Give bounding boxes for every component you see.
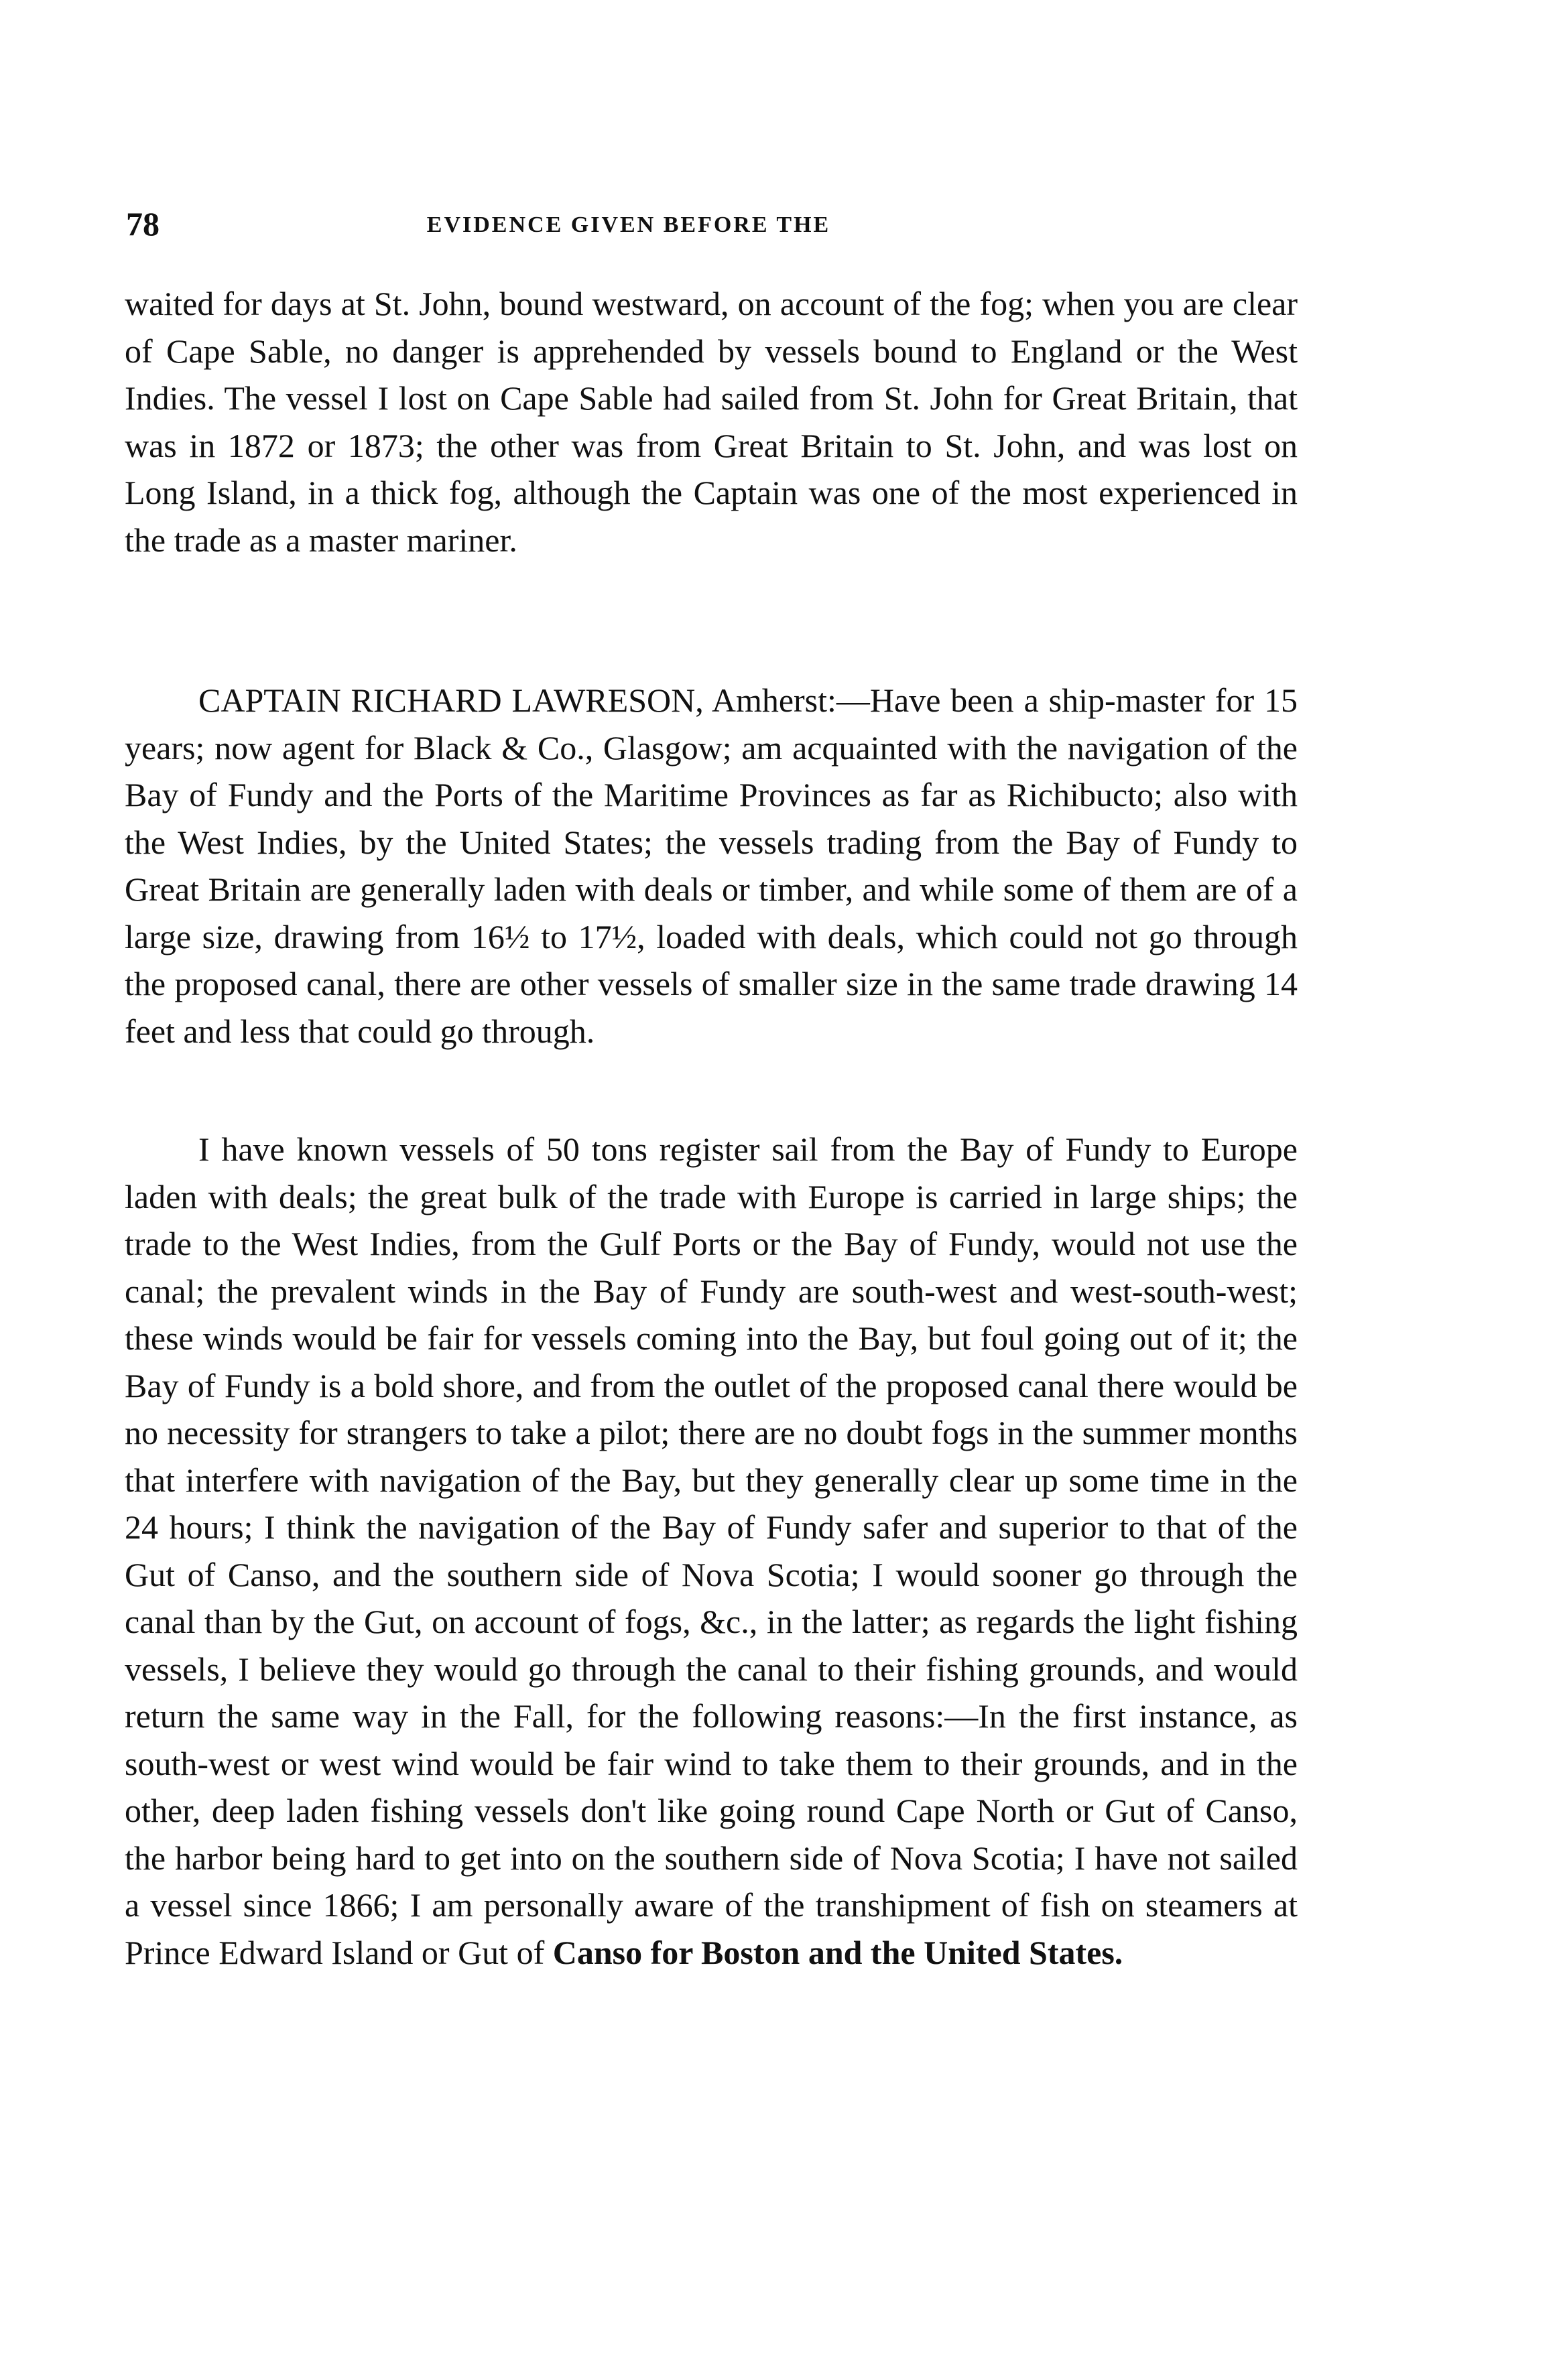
running-head: EVIDENCE GIVEN BEFORE THE xyxy=(426,212,831,237)
paragraph-3 xyxy=(125,1126,1298,1976)
paragraph-3-final-line: Canso for Boston and the United States. xyxy=(552,1933,1123,1971)
page-header xyxy=(126,204,1299,245)
paragraph-3-body: I have known vessels of 50 tons register sail from the Bay of Fundy to Europe laden with deals; the great bulk of the trade with Europe is carried in large ships; the trade to the West Indies, from the Gulf Ports or the Bay of Fundy, would not use the canal; the prevalent winds in the Bay of Fundy are south-west and west-south-west; these winds would be fair for vessels coming into the Bay, but foul going out of it; the Bay of Fundy is a bold shore, and from the outlet of the proposed canal there would be no necessity for strangers to take a pilot; there are no doubt fogs in the summer months that interfere with navigation of the Bay, but they generally clear up some time in the 24 hours; I think the navigation of the Bay of Fundy safer and superior to that of the Gut of Canso, and the southern side of Nova Scotia; I would sooner go through the canal than by the Gut, on account of fogs, &c., in the latter; as regards the light fishing vessels, I believe they would go through the canal to their fishing grounds, and would return the same way in the Fall, for the following reasons:—In the first instance, as south-west or west wind would be fair wind to take them to their grounds, and in the other, deep laden fishing vessels don't like going round Cape North or Gut of Canso, the harbor being hard to get into on the southern side of Nova Scotia; I have not sailed a vessel since 1866; I am personally aware of the transhipment of fish on steamers at Prince Edward Island or Gut of xyxy=(125,1130,1298,1971)
paragraph-1: waited for days at St. John, bound westward, on account of the fog; when you are clear of Cape Sable, no danger is apprehended by vessels bound to England or the West Indies. The vessel I lost on Cape Sable had sailed from St. John for Great Britain, that was in 1872 or 1873; the other was from Great Britain to St. John, and was lost on Long Island, in a thick fog, although the Captain was one of the most experienced in the trade as a master mariner. xyxy=(125,285,1298,559)
paragraph-2-testimony: CAPTAIN RICHARD LAWRESON, Amherst:—Have been a ship-master for 15 years; now agent for Black & Co., Glasgow; am acquainted with the navigation of the Bay of Fundy and the Ports of the Maritime Provinces as far as Richibucto; also with the West Indies, by the United States; the vessels trading from the Bay of Fundy to Great Britain are generally laden with deals or timber, and while some of them are of a large size, drawing from 16½ to 17½, loaded with deals, which could not go through the proposed canal, there are other vessels of smaller size in the same trade drawing 14 feet and less that could go through. xyxy=(125,681,1298,1050)
page-number: 78 xyxy=(126,205,160,243)
